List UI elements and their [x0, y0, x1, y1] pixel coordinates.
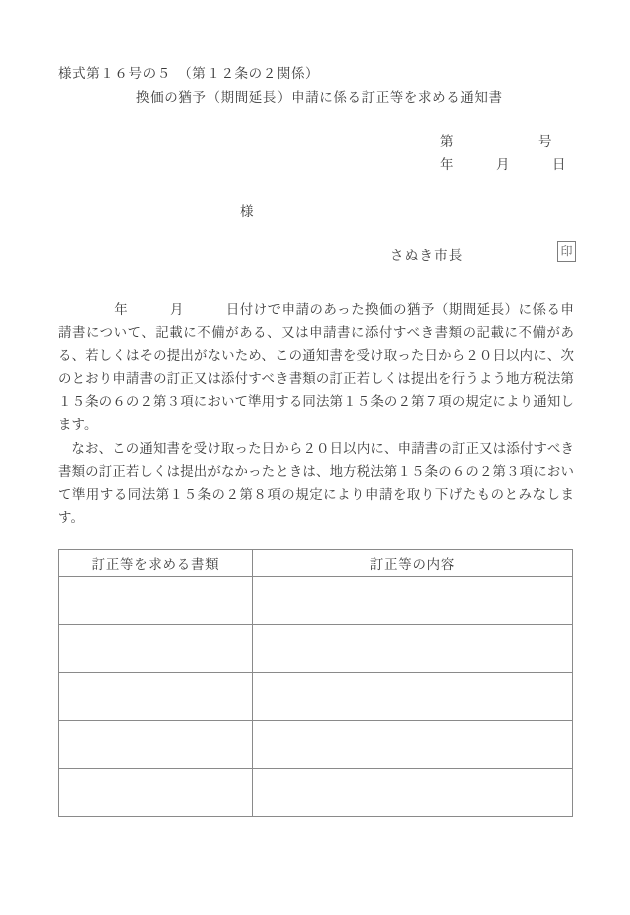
table-row	[59, 721, 573, 769]
table-header-row	[59, 550, 573, 577]
form-number-label: 様式第１６号の５ （第１２条の２関係）	[58, 66, 320, 81]
table-row	[59, 577, 573, 625]
seal-stamp-box: 印	[557, 241, 576, 262]
cell-document[interactable]	[59, 625, 253, 673]
cell-document[interactable]	[59, 721, 253, 769]
correction-request-table	[58, 549, 573, 817]
table-row	[59, 769, 573, 817]
cell-content[interactable]	[253, 577, 573, 625]
document-number-field: 第 号	[440, 134, 552, 149]
cell-content[interactable]	[253, 721, 573, 769]
table-row	[59, 673, 573, 721]
cell-content[interactable]	[253, 769, 573, 817]
column-header-document: 訂正等を求める書類	[59, 550, 253, 577]
body-text	[58, 298, 574, 529]
document-date-field: 年 月 日	[440, 157, 566, 172]
issuer-block	[390, 242, 576, 266]
addressee-honorific: 様	[240, 204, 254, 219]
table-row	[59, 625, 573, 673]
body-paragraph-2: なお、この通知書を受け取った日から２０日以内に、申請書の訂正又は添付すべき書類の訂正若しくは提出がなかったときは、地方税法第１５条の６の２第３項において準用する同法第１５条の２第８項の規定により申請を取り下げたものとみなします。	[58, 440, 574, 525]
cell-content[interactable]	[253, 625, 573, 673]
body-paragraph-1: 年 月 日付けで申請のあった換価の猶予（期間延長）に係る申請書について、記載に不備がある、又は申請書に添付すべき書類の記載に不備がある、若しくはその提出がないため、この通知書を受け取った日から２０日以内に、次のとおり申請書の訂正又は添付すべき書類の訂正若しくは提出を行うよう地方税法第１５条の６の２第３項において準用する同法第１５条の２第７項の規定により通知します。	[58, 302, 574, 433]
cell-document[interactable]	[59, 673, 253, 721]
issuer-name: さぬき市長	[390, 248, 464, 263]
document-meta-block	[440, 130, 580, 176]
cell-document[interactable]	[59, 577, 253, 625]
cell-document[interactable]	[59, 769, 253, 817]
cell-content[interactable]	[253, 673, 573, 721]
column-header-content: 訂正等の内容	[253, 550, 573, 577]
document-title: 換価の猶予（期間延長）申請に係る訂正等を求める通知書	[136, 90, 503, 105]
